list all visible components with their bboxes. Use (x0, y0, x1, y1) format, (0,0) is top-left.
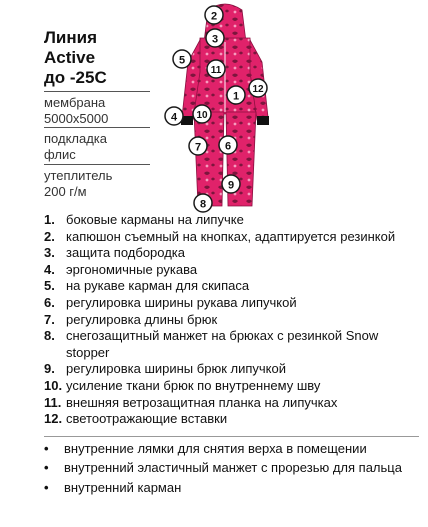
marker-8 (194, 194, 212, 212)
item-number: 8. (44, 328, 55, 344)
marker-1 (227, 86, 245, 104)
title-line-1: Линия (44, 28, 98, 47)
marker-label: 2 (210, 10, 218, 23)
marker-label: 9 (227, 179, 235, 192)
marker-9 (222, 175, 240, 193)
spec-label: мембрана (44, 95, 106, 110)
marker-label: 7 (194, 141, 202, 154)
spec-lining (44, 131, 107, 163)
marker-label: 8 (199, 198, 207, 211)
marker-label: 10 (196, 110, 208, 121)
spec-label: подкладка (44, 131, 108, 146)
extras-list (44, 441, 419, 499)
marker-6 (219, 136, 237, 154)
title-line-2: Active (44, 48, 96, 67)
list-item (44, 312, 424, 329)
marker-4 (165, 107, 183, 125)
list-item (44, 212, 424, 229)
marker-label: 4 (170, 111, 178, 124)
list-item (44, 395, 424, 412)
item-number: 3. (44, 245, 55, 261)
list-item (44, 460, 419, 476)
marker-label: 11 (210, 65, 222, 76)
item-text: внутренние лямки для снятия верха в помещении (64, 441, 367, 456)
marker-10 (193, 105, 211, 123)
spec-value: 200 г/м (44, 184, 87, 199)
item-number: 2. (44, 228, 55, 244)
list-item (44, 328, 424, 361)
marker-label: 6 (224, 140, 232, 153)
item-number: 9. (44, 361, 55, 377)
suit-body (178, 4, 269, 206)
marker-label: 1 (232, 90, 240, 103)
item-number: 7. (44, 311, 55, 327)
list-item (44, 441, 419, 457)
marker-5 (173, 50, 191, 68)
item-text: внутренний карман (64, 479, 182, 495)
item-text: усиление ткани брюк по внутреннему шву (66, 377, 321, 393)
marker-label: 5 (178, 54, 186, 67)
bullet: • (44, 441, 49, 456)
item-number: 4. (44, 261, 55, 277)
item-text: светоотражающие вставки (66, 411, 228, 427)
list-item (44, 295, 424, 312)
item-number: 6. (44, 294, 55, 310)
item-text: эргономичные рукава (66, 261, 198, 277)
spec-divider (44, 91, 150, 92)
item-text: внутренний эластичный манжет с прорезью для пальца (64, 460, 402, 476)
spec-divider (44, 164, 150, 165)
product-title (44, 28, 154, 88)
spec-insulation (44, 168, 112, 200)
marker-12 (249, 79, 267, 97)
item-text: снегозащитный манжет на брюках с резинкой Snow stopper (66, 328, 379, 360)
item-number: 11. (44, 394, 62, 410)
spec-membrane (44, 95, 108, 127)
spec-label: утеплитель (44, 168, 113, 183)
section-divider (44, 436, 419, 437)
item-text: на рукаве карман для скипаса (66, 278, 250, 294)
list-item (44, 245, 424, 262)
list-item (44, 278, 424, 295)
list-item (44, 480, 419, 496)
spec-divider (44, 127, 150, 128)
spec-value: флис (44, 147, 76, 162)
item-text: регулировка ширины брюк липучкой (66, 361, 286, 377)
bullet: • (44, 460, 49, 476)
item-text: внешняя ветрозащитная планка на липучках (66, 394, 338, 410)
spec-value: 5000х5000 (44, 111, 109, 126)
item-number: 12. (44, 411, 63, 427)
marker-7 (189, 137, 207, 155)
marker-11 (207, 60, 225, 78)
item-number: 1. (44, 212, 55, 227)
item-text: капюшон съемный на кнопках, адаптируется резинкой (66, 228, 396, 244)
item-text: защита подбородка (66, 245, 186, 261)
snowsuit-figure (160, 2, 290, 214)
feature-list (44, 212, 424, 428)
marker-label: 3 (211, 33, 219, 46)
list-item (44, 262, 424, 279)
marker-label: 12 (252, 84, 264, 95)
title-line-3: до -25С (44, 68, 107, 87)
item-text: регулировка ширины рукава липучкой (66, 294, 297, 310)
list-item (44, 229, 424, 246)
list-item (44, 361, 424, 378)
item-number: 5. (44, 278, 55, 294)
marker-2 (205, 6, 223, 24)
marker-3 (206, 29, 224, 47)
bullet: • (44, 479, 49, 495)
list-item (44, 378, 424, 395)
item-number: 10. (44, 377, 63, 393)
item-text: боковые карманы на липучке (66, 212, 244, 227)
list-item (44, 411, 424, 428)
item-text: регулировка длины брюк (66, 311, 218, 327)
